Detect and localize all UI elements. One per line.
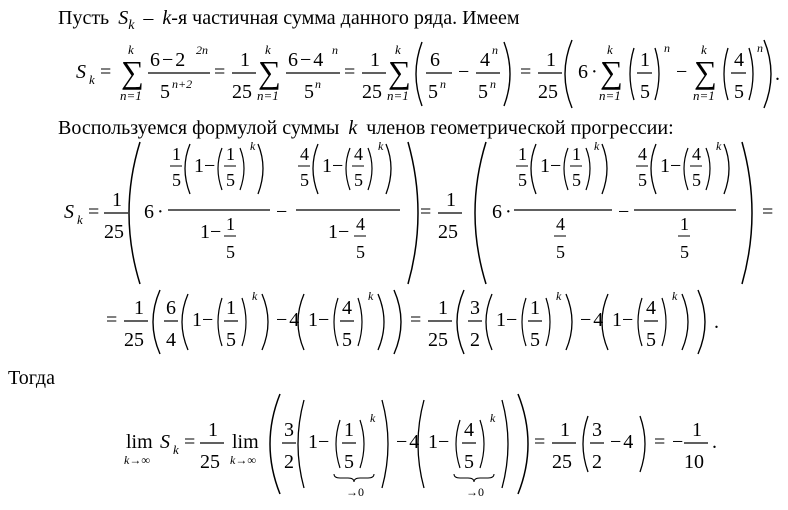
- frac-1-25-num: 1: [240, 49, 250, 71]
- h1-1minus: 1−: [540, 155, 562, 177]
- g2-i5: 5: [354, 170, 363, 190]
- eq-2: =: [214, 61, 226, 83]
- s-3: 3: [470, 297, 480, 319]
- mid-suffix: членов геометрической прогрессии:: [366, 117, 674, 139]
- l-minus-4: − 4: [396, 431, 420, 453]
- g1-i5: 5: [226, 170, 235, 190]
- lim-1-sub: k→∞: [124, 453, 150, 467]
- l-result-1: 1: [692, 419, 702, 441]
- s-minus-4b: − 4: [580, 309, 604, 331]
- frac-1-25-den-b: 25: [362, 81, 382, 103]
- h1-minus: −: [618, 201, 630, 223]
- s-1minus-d: 1−: [612, 309, 634, 331]
- g1-minus: −: [276, 201, 288, 223]
- h2-k: k: [716, 139, 722, 153]
- sum-4-bottom: n=1: [599, 88, 621, 103]
- dash: –: [143, 7, 154, 29]
- g1-d5: 5: [172, 170, 181, 190]
- l-2: 2: [284, 451, 294, 473]
- g2-k: k: [378, 139, 384, 153]
- s-2: 2: [470, 329, 480, 351]
- g2-den-4: 4: [356, 214, 365, 234]
- sum-1: ∑: [121, 54, 144, 90]
- l-i5b: 5: [464, 451, 474, 473]
- symbol-k-mid: k: [348, 117, 358, 139]
- g1-den: 1−: [200, 221, 222, 243]
- s-i5d: 5: [646, 329, 656, 351]
- intro-suffix: -я частичная сумма данного ряда. Имеем: [171, 7, 520, 29]
- intro-prefix: Пусть: [58, 7, 110, 29]
- l-1b: 1: [560, 419, 570, 441]
- s-minus-4: − 4: [276, 309, 300, 331]
- sum-2-bottom: n=1: [257, 88, 279, 103]
- sum-4-top: k: [607, 42, 613, 57]
- symbol-s: S: [118, 7, 129, 29]
- den-1: 5: [160, 81, 170, 103]
- sum-5-top: k: [701, 42, 707, 57]
- big-six-dot-b: 6 ·: [492, 201, 512, 223]
- h2-d5: 5: [638, 170, 647, 190]
- g2-1minus: 1−: [322, 155, 344, 177]
- period-3: .: [712, 431, 717, 453]
- l-i4: 4: [464, 419, 474, 441]
- frac-4-num: 4: [480, 49, 490, 71]
- l-minus-4c: − 4: [610, 431, 634, 453]
- big-25b: 25: [438, 221, 458, 243]
- sum-4: ∑: [600, 54, 623, 90]
- six-dot: 6 ·: [578, 61, 598, 83]
- l-2b: 2: [592, 451, 602, 473]
- s-25: 25: [124, 329, 144, 351]
- eq-1: =: [100, 61, 112, 83]
- l-arrow-2: →0: [466, 485, 484, 499]
- big-25: 25: [104, 221, 124, 243]
- formula-partial-sum: [0, 36, 788, 116]
- frac-1-5-den: 5: [640, 81, 650, 103]
- big-s-k: k: [77, 212, 83, 227]
- s-i5c: 5: [530, 329, 540, 351]
- lim-s: S: [160, 431, 170, 453]
- l-eq-2: =: [534, 431, 546, 453]
- frac-4-5-num: 4: [734, 49, 744, 71]
- s-6: 6: [166, 297, 176, 319]
- eq-4: =: [520, 61, 532, 83]
- g2-den: 1−: [328, 221, 350, 243]
- symbol-k-sub: k: [128, 18, 135, 33]
- l-3: 3: [284, 419, 294, 441]
- big-eq-3: =: [762, 201, 774, 223]
- l-k2: k: [490, 411, 496, 425]
- s-1minus-c: 1−: [496, 309, 518, 331]
- frac-1-25-num-b: 1: [370, 49, 380, 71]
- frac-6-num: 6: [430, 49, 440, 71]
- s-eq-2: =: [410, 309, 422, 331]
- sum-1-bottom: n=1: [120, 88, 142, 103]
- den-2: 5: [304, 81, 314, 103]
- h2-i5: 5: [692, 170, 701, 190]
- g2-den-5: 5: [356, 242, 365, 262]
- num-1: 6 − 2: [150, 49, 186, 71]
- sum-3-bottom: n=1: [387, 88, 409, 103]
- l-25: 25: [200, 451, 220, 473]
- lhs-s: S: [76, 61, 86, 83]
- g1-den-5: 5: [226, 242, 235, 262]
- g1-k: k: [250, 139, 256, 153]
- frac-1-25-den: 25: [232, 81, 252, 103]
- l-neg: −: [672, 431, 684, 453]
- l-k1: k: [370, 411, 376, 425]
- g2-d5: 5: [300, 170, 309, 190]
- h2-den-5: 5: [680, 242, 689, 262]
- s-1minus-b: 1−: [308, 309, 330, 331]
- frac-6-den-exp: n: [440, 77, 446, 91]
- minus-a: −: [458, 61, 470, 83]
- frac-4-den: 5: [478, 81, 488, 103]
- mid-prefix: Воспользуемся формулой суммы: [58, 117, 340, 139]
- then-line: Тогда: [8, 367, 55, 389]
- s-i1c: 1: [530, 297, 540, 319]
- lim-2: lim: [232, 431, 259, 453]
- s-1minus: 1−: [192, 309, 214, 331]
- frac-1-25-den-c: 25: [538, 81, 558, 103]
- h1-i5: 5: [572, 170, 581, 190]
- s-k3: k: [556, 289, 562, 303]
- big-1b: 1: [446, 189, 456, 211]
- num-2: 6 − 4: [288, 49, 324, 71]
- l-result-10: 10: [684, 451, 704, 473]
- s-k1: k: [252, 289, 258, 303]
- lim-2-sub: k→∞: [230, 453, 256, 467]
- h2-n4: 4: [638, 144, 647, 164]
- h2-den-1: 1: [680, 214, 689, 234]
- den-1-exp: n+2: [172, 77, 193, 91]
- s-25b: 25: [428, 329, 448, 351]
- s-eq-1: =: [106, 309, 118, 331]
- h2-1minus: 1−: [660, 155, 682, 177]
- period-1: .: [775, 63, 780, 85]
- l-1: 1: [208, 419, 218, 441]
- l-i1: 1: [344, 419, 354, 441]
- big-s: S: [64, 201, 74, 223]
- l-i5: 5: [344, 451, 354, 473]
- geometric-line: [58, 116, 674, 140]
- s-1b: 1: [438, 297, 448, 319]
- s-i4: 4: [342, 297, 352, 319]
- s-k4: k: [672, 289, 678, 303]
- period-2: .: [714, 311, 719, 333]
- eq-3: =: [344, 61, 356, 83]
- minus-b: −: [676, 61, 688, 83]
- num-2-exp: n: [332, 43, 338, 57]
- h2-i4: 4: [692, 144, 701, 164]
- lim-1: lim: [126, 431, 153, 453]
- h1-n1: 1: [518, 144, 527, 164]
- sum-3-top: k: [395, 42, 401, 57]
- s-i5: 5: [226, 329, 236, 351]
- frac-4-num-exp: n: [492, 43, 498, 57]
- num-1-exp: 2n: [196, 43, 208, 57]
- g1-den-1: 1: [226, 214, 235, 234]
- intro-line: [58, 6, 520, 38]
- s-4: 4: [166, 329, 176, 351]
- h1-k: k: [594, 139, 600, 153]
- formula-geometric-sum: [0, 138, 788, 288]
- big-eq-2: =: [420, 201, 432, 223]
- s-k2: k: [368, 289, 374, 303]
- g1-n1: 1: [172, 144, 181, 164]
- frac-4-den-exp: n: [490, 77, 496, 91]
- paren-4-5-exp: n: [757, 41, 763, 55]
- h1-d5: 5: [518, 170, 527, 190]
- s-i5b: 5: [342, 329, 352, 351]
- frac-6-den: 5: [428, 81, 438, 103]
- formula-simplified: [0, 286, 788, 356]
- sum-5: ∑: [694, 54, 717, 90]
- frac-1-5-num: 1: [640, 49, 650, 71]
- s-i1: 1: [226, 297, 236, 319]
- frac-4-5-den: 5: [734, 81, 744, 103]
- h1-den-4: 4: [556, 214, 565, 234]
- den-2-exp: n: [315, 77, 321, 91]
- g2-n4: 4: [300, 144, 309, 164]
- l-3b: 3: [592, 419, 602, 441]
- symbol-k: k: [162, 7, 172, 29]
- l-eq-3: =: [654, 431, 666, 453]
- g1-1minus: 1−: [194, 155, 216, 177]
- big-six-dot: 6 ·: [144, 201, 164, 223]
- g2-i4: 4: [354, 144, 363, 164]
- big-eq-1: =: [88, 201, 100, 223]
- l-arrow-1: →0: [346, 485, 364, 499]
- sum-3: ∑: [388, 54, 411, 90]
- frac-1-25-num-c: 1: [546, 49, 556, 71]
- l-eq-1: =: [184, 431, 196, 453]
- paren-1-5-exp: n: [664, 41, 670, 55]
- l-1minus-b: 1−: [428, 431, 450, 453]
- l-1minus: 1−: [308, 431, 330, 453]
- big-1: 1: [112, 189, 122, 211]
- l-25b: 25: [552, 451, 572, 473]
- sum-1-top: k: [128, 42, 134, 57]
- s-i4d: 4: [646, 297, 656, 319]
- sum-2: ∑: [258, 54, 281, 90]
- formula-limit: [0, 390, 788, 506]
- h1-i1: 1: [572, 144, 581, 164]
- lhs-k: k: [89, 72, 95, 87]
- g1-i1: 1: [226, 144, 235, 164]
- lim-s-k: k: [173, 442, 179, 457]
- sum-2-top: k: [265, 42, 271, 57]
- s-1: 1: [134, 297, 144, 319]
- h1-den-5: 5: [556, 242, 565, 262]
- sum-5-bottom: n=1: [693, 88, 715, 103]
